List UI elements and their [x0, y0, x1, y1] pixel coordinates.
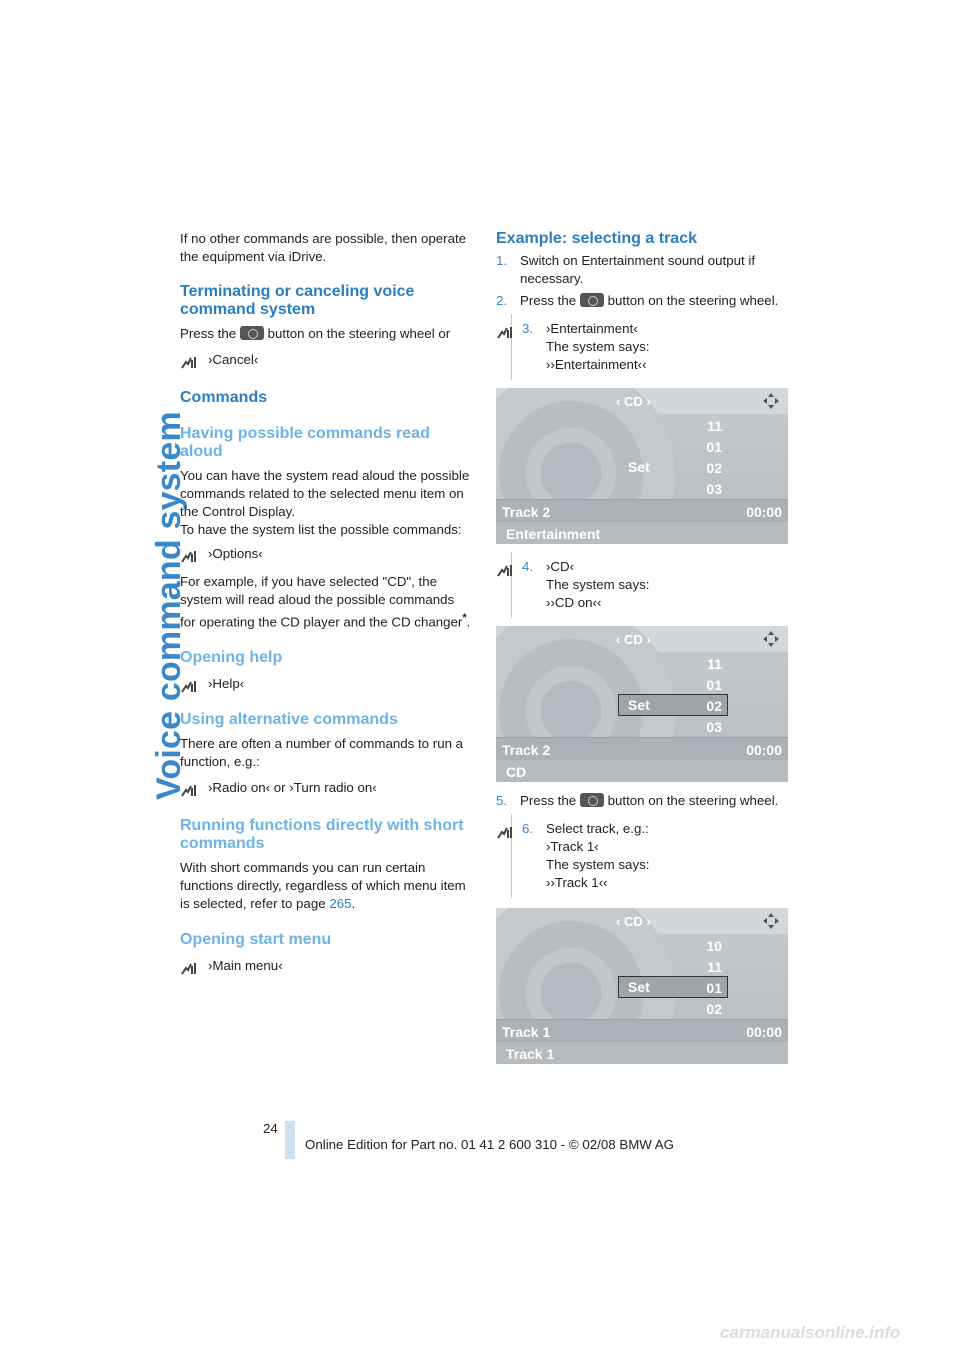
voice-button-icon — [580, 793, 604, 807]
commands-heading: Commands — [180, 389, 268, 406]
short-text: With short commands you can run certain functions directly, regardless of which menu item is selected, refer to page 265. — [180, 860, 466, 912]
voice-command-icon — [496, 562, 514, 578]
help-command: ›Help‹ — [180, 675, 472, 699]
voice-command-icon — [180, 782, 198, 798]
step-4: 4. ›CD‹ The system says: ››CD on‹‹ — [496, 552, 788, 618]
help-heading: Opening help — [180, 649, 283, 667]
step-6: 6. Select track, e.g.: ›Track 1‹ The system says: ››Track 1‹‹ — [496, 814, 788, 898]
source-label: ‹ CD › — [616, 632, 651, 647]
step-5: 5. Press the button on the steering wheel. — [496, 793, 779, 808]
watermark: carmanualsonline.info — [720, 1323, 901, 1342]
step-2: 2. Press the button on the steering wheel. — [496, 293, 779, 308]
set-label: Set — [628, 979, 650, 995]
read-aloud-text: You can have the system read aloud the possible commands related to the selected menu item on the Control Display. — [180, 468, 470, 519]
controller-icon — [762, 392, 780, 410]
example-text: For example, if you have selected "CD", the system will read aloud the possible commands for operating the CD player and the CD changer*. — [180, 574, 471, 630]
page-number: 24 — [263, 1121, 278, 1136]
terminate-heading: Terminating or canceling voice command system — [180, 283, 415, 318]
list-text: To have the system list the possible commands: — [180, 522, 462, 537]
alt-heading: Using alternative commands — [180, 711, 398, 729]
terminate-text: Press the button on the steering wheel or — [180, 326, 451, 341]
step-3: 3. ›Entertainment‹ The system says: ››Entertainment‹‹ — [496, 314, 788, 380]
voice-button-icon — [240, 326, 264, 340]
main-menu-command: ›Main menu‹ — [180, 957, 472, 981]
start-heading: Opening start menu — [180, 931, 332, 949]
voice-command-icon — [496, 324, 514, 340]
screen-entertainment: ‹ CD › 11 01 02 03 Set Track 2 00:00 Entertainment — [496, 388, 788, 544]
screen-cd: ‹ CD › 11 01 02 03 Set Track 2 00:00 CD — [496, 626, 788, 782]
voice-command-icon — [180, 354, 198, 370]
options-command: ›Options‹ — [180, 545, 472, 569]
short-heading: Running functions directly with short commands — [180, 817, 464, 853]
right-column — [496, 230, 788, 1064]
controller-icon — [762, 630, 780, 648]
voice-command-icon — [180, 678, 198, 694]
cancel-command: ›Cancel‹ — [180, 351, 472, 375]
footer-bar — [285, 1121, 295, 1159]
example-heading: Example: selecting a track — [496, 230, 697, 247]
set-label: Set — [628, 697, 650, 713]
controller-icon — [762, 912, 780, 930]
alt-text: There are often a number of commands to run a function, e.g.: — [180, 736, 464, 770]
screen-track: ‹ CD › 10 11 01 02 Set Track 1 00:00 Track 1 — [496, 908, 788, 1064]
page-link[interactable]: 265 — [329, 896, 352, 912]
voice-command-icon — [180, 960, 198, 976]
step-1: 1. Switch on Entertainment sound output if necessary. — [496, 253, 756, 286]
read-aloud-heading: Having possible commands read aloud — [180, 425, 430, 460]
left-column — [180, 230, 472, 981]
source-label: ‹ CD › — [616, 914, 651, 929]
voice-command-icon — [180, 548, 198, 564]
voice-button-icon — [580, 293, 604, 307]
footer-text: Online Edition for Part no. 01 41 2 600 310 - © 02/08 BMW AG — [305, 1137, 675, 1152]
side-title: Voice command system — [150, 411, 188, 800]
intro-text: If no other commands are possible, then operate the equipment via iDrive. — [180, 231, 467, 264]
alt-command: ›Radio on‹ or ›Turn radio on‹ — [180, 779, 472, 803]
source-label: ‹ CD › — [616, 394, 651, 409]
voice-command-icon — [496, 824, 514, 840]
set-label: Set — [628, 459, 650, 475]
